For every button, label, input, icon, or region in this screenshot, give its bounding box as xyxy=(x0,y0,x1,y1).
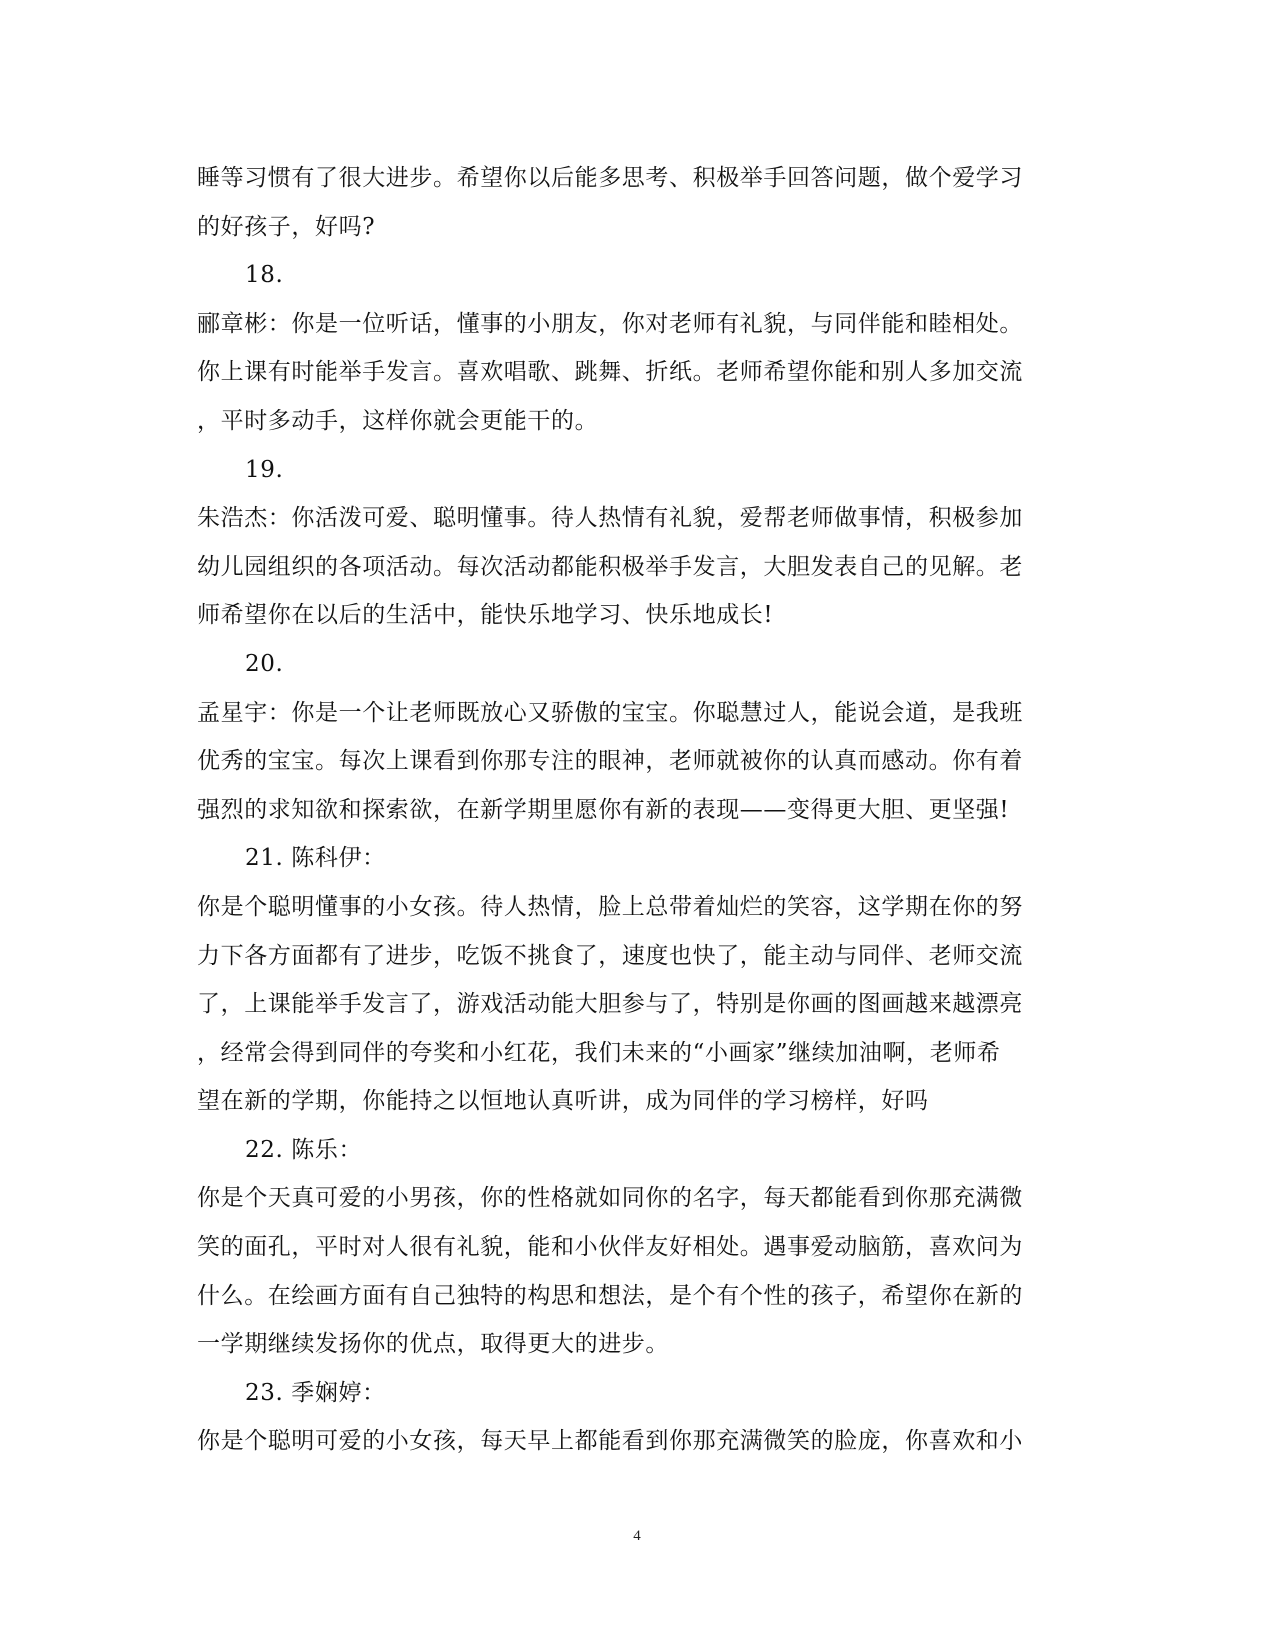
entry-heading: 21. 陈科伊： xyxy=(245,845,386,872)
entry-heading: 22. 陈乐： xyxy=(245,1136,363,1163)
body-text-line: ，经常会得到同伴的夸奖和小红花，我们未来的“小画家”继续加油啊，老师希 xyxy=(197,1039,1001,1066)
body-text-line: 什么。在绘画方面有自己独特的构思和想法，是个有个性的孩子，希望你在新的 xyxy=(197,1282,1023,1309)
entry-heading: 23. 季娴婷： xyxy=(245,1379,386,1406)
entry-heading: 19. xyxy=(245,456,284,483)
body-text-line: 你是个聪明懂事的小女孩。待人热情，脸上总带着灿烂的笑容，这学期在你的努 xyxy=(197,893,1023,920)
body-text-line: 幼儿园组织的各项活动。每次活动都能积极举手发言，大胆发表自己的见解。老 xyxy=(197,553,1023,580)
entry-heading: 18. xyxy=(245,262,284,289)
body-text-line: 了，上课能举手发言了，游戏活动能大胆参与了，特别是你画的图画越来越漂亮 xyxy=(197,991,1023,1018)
body-text-line: 你是个天真可爱的小男孩，你的性格就如同你的名字，每天都能看到你那充满微 xyxy=(197,1185,1023,1212)
body-text-line: 望在新的学期，你能持之以恒地认真听讲，成为同伴的学习榜样，好吗 xyxy=(197,1088,929,1115)
page-number: 4 xyxy=(633,1528,641,1544)
body-text-line: 力下各方面都有了进步，吃饭不挑食了，速度也快了，能主动与同伴、老师交流 xyxy=(197,942,1023,969)
body-text-line: 你是个聪明可爱的小女孩，每天早上都能看到你那充满微笑的脸庞，你喜欢和小 xyxy=(197,1428,1023,1455)
body-text-line: 郦章彬：你是一位听话，懂事的小朋友，你对老师有礼貌，与同伴能和睦相处。 xyxy=(197,310,1023,337)
entry-heading: 20. xyxy=(245,650,284,677)
body-text-line: 笑的面孔，平时对人很有礼貌，能和小伙伴友好相处。遇事爱动脑筋，喜欢问为 xyxy=(197,1234,1023,1261)
body-text-line: 师希望你在以后的生活中，能快乐地学习、快乐地成长! xyxy=(197,602,774,629)
body-text-line: 你上课有时能举手发言。喜欢唱歌、跳舞、折纸。老师希望你能和别人多加交流 xyxy=(197,359,1023,386)
body-text-line: 优秀的宝宝。每次上课看到你那专注的眼神，老师就被你的认真而感动。你有着 xyxy=(197,748,1023,775)
body-text-line: 的好孩子，好吗? xyxy=(197,213,376,240)
body-text-line: 一学期继续发扬你的优点，取得更大的进步。 xyxy=(197,1331,669,1358)
body-text-line: 孟星宇：你是一个让老师既放心又骄傲的宝宝。你聪慧过人，能说会道，是我班 xyxy=(197,699,1023,726)
body-text-line: ，平时多动手，这样你就会更能干的。 xyxy=(197,407,599,434)
body-text-line: 朱浩杰：你活泼可爱、聪明懂事。待人热情有礼貌，爱帮老师做事情，积极参加 xyxy=(197,505,1023,532)
body-text-line: 强烈的求知欲和探索欲，在新学期里愿你有新的表现——变得更大胆、更坚强! xyxy=(197,796,1010,823)
body-text-line: 睡等习惯有了很大进步。希望你以后能多思考、积极举手回答问题，做个爱学习 xyxy=(197,165,1023,191)
document-body xyxy=(197,154,1077,1466)
